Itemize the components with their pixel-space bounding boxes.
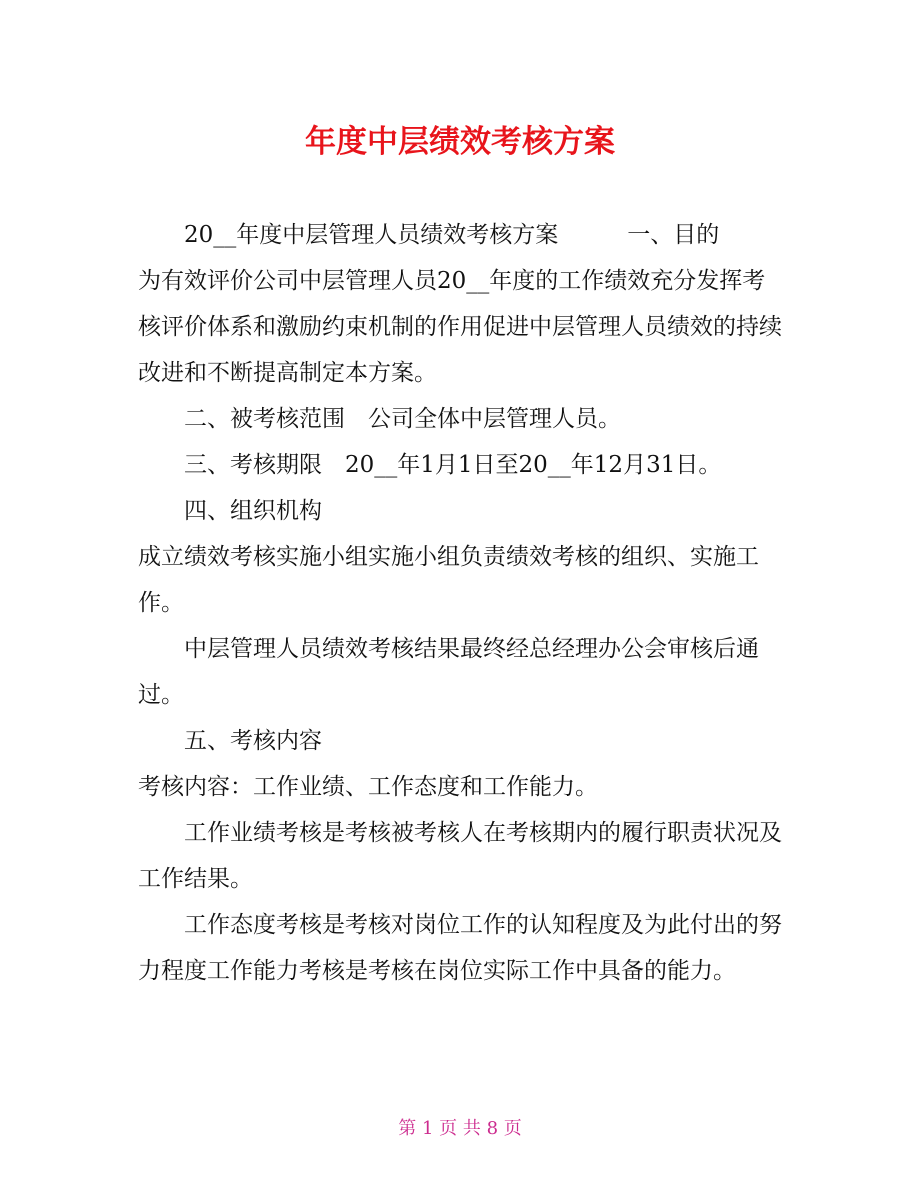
paragraph-3: 二、被考核范围 公司全体中层管理人员。	[184, 406, 621, 432]
paragraph-11: 工作态度考核是考核对岗位工作的认知程度及为此付出的努力程度工作能力考核是考核在岗位实际工作中具备的能力。	[138, 912, 782, 984]
page-footer: 第 1 页 共 8 页	[398, 1118, 522, 1139]
document-body	[138, 212, 786, 994]
paragraph-4: 三、考核期限 20__年1月1日至20__年12月31日。	[184, 452, 722, 478]
paragraph-9: 考核内容：工作业绩、工作态度和工作能力。	[138, 774, 598, 800]
document-title: 年度中层绩效考核方案	[305, 124, 615, 160]
paragraph-8: 五、考核内容	[184, 728, 322, 754]
paragraph-5: 四、组织机构	[184, 498, 322, 524]
paragraph-2: 为有效评价公司中层管理人员20__年度的工作绩效充分发挥考核评价体系和激励约束机制的作用促进中层管理人员绩效的持续改进和不断提高制定本方案。	[138, 268, 782, 386]
paragraph-1: 20__年度中层管理人员绩效考核方案 一、目的	[184, 222, 720, 248]
paragraph-7: 中层管理人员绩效考核结果最终经总经理办公会审核后通过。	[138, 636, 759, 708]
paragraph-10: 工作业绩考核是考核被考核人在考核期内的履行职责状况及工作结果。	[138, 820, 782, 892]
paragraph-6: 成立绩效考核实施小组实施小组负责绩效考核的组织、实施工作。	[138, 544, 759, 616]
